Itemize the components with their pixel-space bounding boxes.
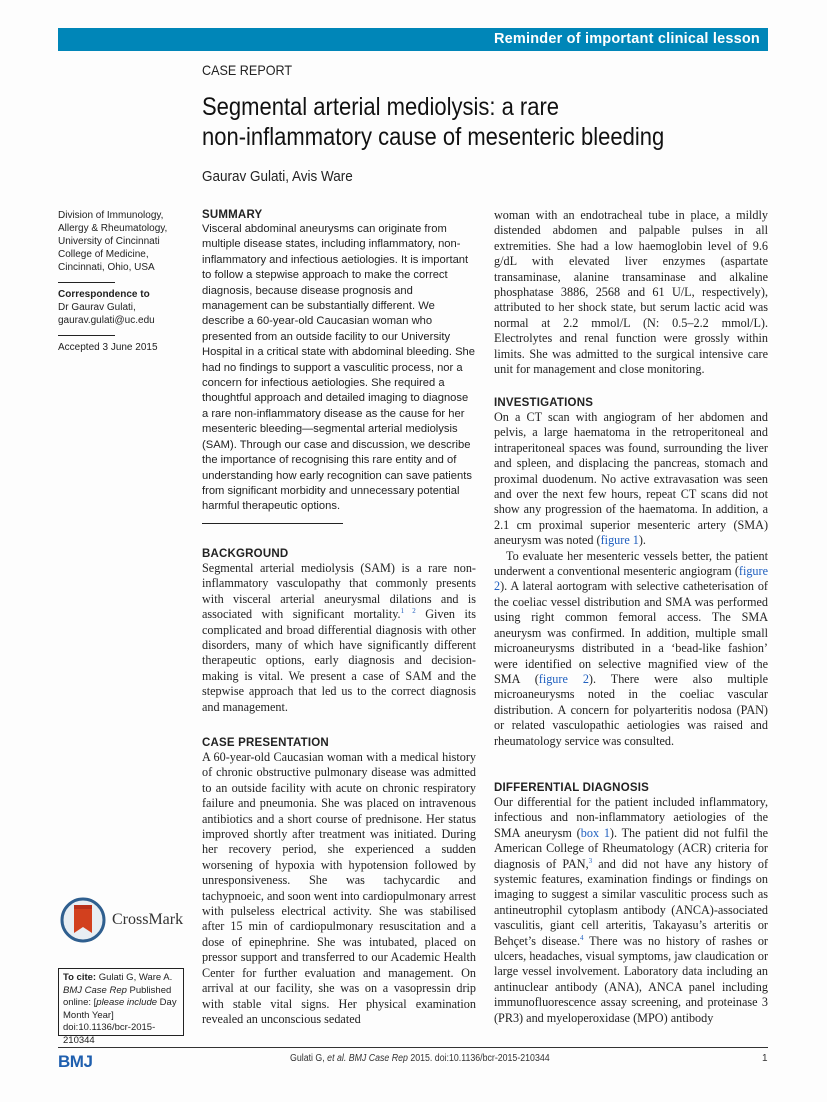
case-presentation-section [202, 736, 476, 1027]
crossmark-label: CrossMark [112, 911, 184, 928]
summary-divider [202, 523, 343, 524]
article-title [202, 92, 712, 152]
case-presentation-text-continued: woman with an endotracheal tube in place, a mildly distended abdomen and palpable pulses in all extremities. She had a low haemoglobin level of 9.6 g/dL with elevated liver enzymes (aspartate transaminase, alanine transaminase and alkaline phosphatase 3886, 2568 and 61 U/L, respectively), attributed to her shock state, but serum lactic acid was normal at 2.2 mmol/L (N: 0.5–2.2 mmol/L). Electrolytes and renal function were grossly within limits. She was admitted to the surgical intensive care unit for management and close monitoring. [494, 208, 768, 377]
correspondence-email[interactable]: gaurav.gulati@uc.edu [58, 315, 155, 326]
sidebar-divider [58, 335, 115, 336]
case-presentation-continued [494, 208, 768, 377]
reference-link[interactable]: 4 [580, 933, 584, 942]
title-line-2: non-inflammatory cause of mesenteric bleeding [202, 123, 665, 151]
reference-link[interactable]: 3 [588, 856, 593, 865]
article-type: CASE REPORT [202, 62, 293, 78]
page-number: 1 [762, 1053, 768, 1064]
accepted-date: Accepted 3 June 2015 [58, 342, 158, 353]
affiliation: Division of Immunology, Allergy & Rheumatology, University of Cincinnati College of Medicine, Cincinnati, Ohio, USA [58, 210, 168, 273]
crossmark-icon [60, 897, 106, 943]
title-line-1: Segmental arterial mediolysis: a rare [202, 93, 560, 121]
differential-diagnosis-heading: DIFFERENTIAL DIAGNOSIS [494, 782, 649, 794]
footer-citation: Gulati G, et al. BMJ Case Rep 2015. doi:10.1136/bcr-2015-210344 [290, 1053, 550, 1064]
cite-box [58, 968, 184, 1046]
figure-2-link[interactable]: figure 2 [538, 671, 589, 686]
cite-journal: BMJ Case Rep [63, 984, 127, 996]
box-1-link[interactable]: box 1 [580, 825, 610, 840]
background-section [202, 547, 476, 715]
cite-published: Published online: [ [63, 984, 172, 1008]
figure-1-link[interactable]: figure 1 [600, 533, 639, 548]
footer-divider [58, 1047, 768, 1048]
cite-doi: Day Month Year] doi:10.1136/bcr-2015-210344 [63, 997, 177, 1046]
section-banner: Reminder of important clinical lesson [58, 28, 768, 51]
case-presentation-text: A 60-year-old Caucasian woman with a medical history of chronic obstructive pulmonary disease was admitted to an outside facility with acute on chronic respiratory failure and pneumonia. She was placed on intravenous antibiotics and a short course of prednisone. Her status improved shortly after treatment was initiated. During her recovery period, she experienced a sudden worsening of hypoxia with hypotension followed by unresponsiveness. She was tachycardic and tachypnoeic, and soon went into cardiopulmonary arrest with pulseless electrical activity. She was stabilised after 15 min of cardiopulmonary resuscitation and a dose of epinephrine. She was intubated, placed on pressor support and transferred to our Academic Health Center for further evaluation and management. On arrival at our facility, she was on a vasopressin drip with stable vital signs. Her physical examination revealed an unconscious sedated [202, 750, 476, 1026]
investigations-paragraph-1: On a CT scan with angiogram of her abdomen and pelvis, a large haematoma in the retroperitoneal and intraperitoneal spaces was found, surrounding the liver and spleen, and displacing the pancreas, stomach and proximal duodenum. No active extravasation was seen and over the next few hours, repeat CT scans did not show any progression of the haematoma. In addition, a 2.1 cm proximal superior mesenteric artery (SMA) aneurysm was noted (figure 1). [494, 410, 768, 548]
summary-text: Visceral abdominal aneurysms can originate from multiple disease states, including inflammatory, non-inflammatory and infectious aetiologies. It is important to follow a stepwise approach to make the correct diagnosis, because disease prognosis and management can be substantially different. We describe a 60-year-old Caucasian woman who presented from an outside facility to our University Hospital in a critical state with abdominal bleeding. She had no findings to support a vasculitic process, nor a concern for infectious aetiologies. She required a thoughtful approach and detailed imaging to diagnose a rare non-inflammatory disease as the cause for her mesenteric bleeding—segmental arterial mediolysis (SAM). Through our case and discussion, we describe the importance of recognising this rare entity and of understanding how early recognition can save patients from significant morbidity and unnecessary potential harmful therapeutic options. [202, 223, 476, 513]
correspondence-name: Dr Gaurav Gulati, [58, 302, 136, 313]
cite-placeholder: please include [96, 997, 158, 1008]
differential-diagnosis-section [494, 781, 768, 1026]
background-text: Segmental arterial mediolysis (SAM) is a rare non-inflammatory vasculopathy that commonly presents with visceral arterial aneurysmal dilations and is associated with significant mortality.$^{1 2}$ Given its complicated and broad differential diagnosis with other disorders, many of which have significantly different therapeutic options, early diagnosis and decision-making is vital. We present a case of SAM and the stepwise approach that led us to the correct diagnosis and management. [202, 561, 476, 714]
correspondence-heading: Correspondence to [58, 289, 150, 300]
author-list: Gaurav Gulati, Avis Ware [202, 168, 353, 185]
reference-link[interactable]: 1 2 [400, 607, 416, 616]
sidebar-divider [58, 282, 115, 283]
summary-heading: SUMMARY [202, 209, 263, 221]
background-heading: BACKGROUND [202, 548, 289, 560]
cite-label: To cite: [63, 972, 97, 983]
investigations-section [494, 396, 768, 749]
crossmark-badge[interactable] [60, 898, 190, 942]
sidebar [58, 209, 193, 354]
cite-authors: Gulati G, Ware A. [98, 972, 173, 983]
investigations-paragraph-2: To evaluate her mesenteric vessels better, the patient underwent a conventional mesenteric angiogram (figure 2). A lateral aortogram with selective catheterisation of the coeliac vessel distribution and SMA was performed using right common femoral access. The SMA aneurysm was confirmed. In addition, multiple small microaneurysms distributed in a ‘bead-like fashion’ were identified on selective magnified view of the SMA (figure 2). There were also multiple microaneurysms noted in the coeliac vascular distribution. A concern for polyarteritis nodosa (PAN) or related vasculopathic aetiologies was raised and rheumatology service was consulted. [494, 548, 768, 748]
differential-diagnosis-text: Our differential for the patient included inflammatory, infectious and non-inflammatory aetiologies of the SMA aneurysm (box 1). The patient did not fulfil the American College of Rheumatology (ACR) criteria for diagnosis of PAN,$^3$ and did not have any history of systemic features, examination findings or findings on imaging to suggest a similar vasculitic process such as antineutrophil cytoplasm antibody (ANCA)-associated vasculitis, giant cell arteritis, Takayasu’s arteritis or Behçet’s disease.$^4$ There was no history of rashes or ulcers, headaches, visual symptoms, jaw claudication or large vessel involvement. Laboratory data including an antinuclear antibody (ANA), ANCA panel including immunofluorescence assay screening, and proteinase 3 (PR3) and myeloperoxidase (MPO) antibody [494, 795, 768, 1025]
summary-section [202, 208, 476, 515]
bmj-logo: BMJ [58, 1052, 93, 1071]
investigations-heading: INVESTIGATIONS [494, 397, 594, 409]
case-presentation-heading: CASE PRESENTATION [202, 737, 329, 749]
figure-2-link[interactable]: figure 2 [494, 564, 768, 594]
